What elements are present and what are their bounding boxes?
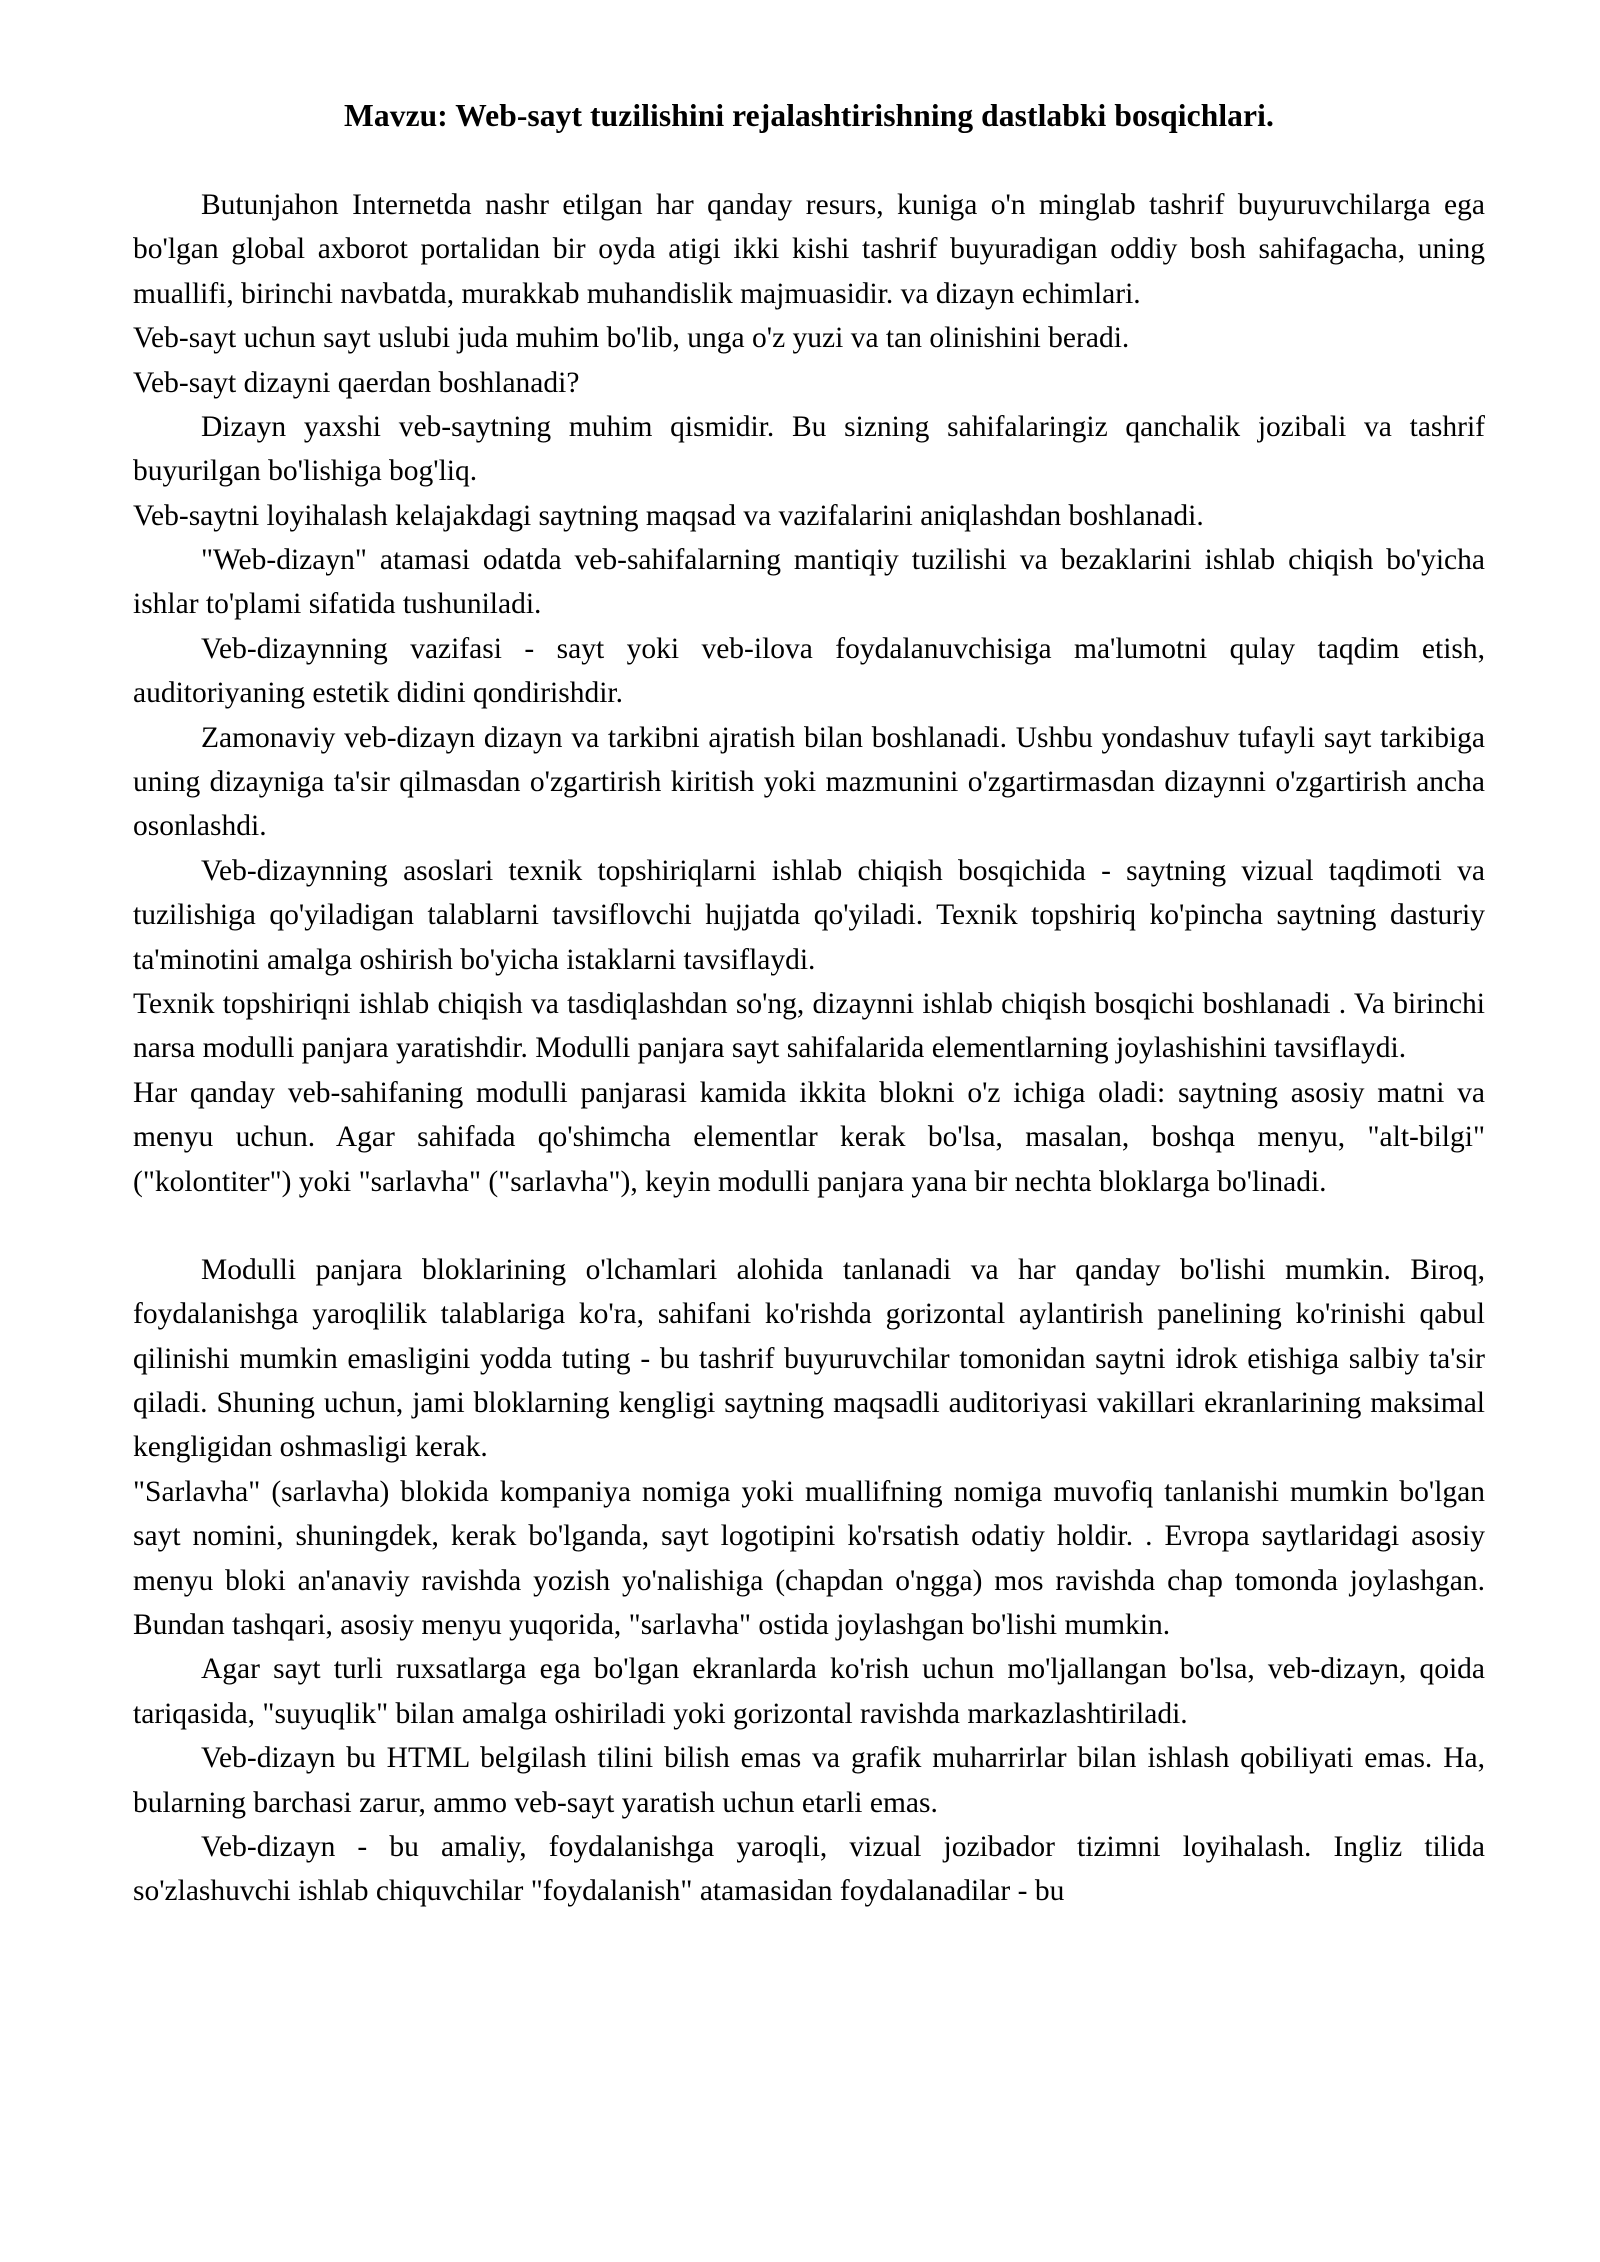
paragraph-16: Veb-dizayn - bu amaliy, foydalanishga yaroqli, vizual jozibador tizimni loyihalash. Ingliz tilida so'zlashuvchi ishlab chiquvchilar "foydalanish" atamasidan foydalanadilar - bu (133, 1831, 1485, 1908)
paragraph-4: Dizayn yaxshi veb-saytning muhim qismidir. Bu sizning sahifalaringiz qanchalik jozibali va tashrif buyurilgan bo'lishiga bog'liq. (133, 410, 1485, 488)
page-title: Mavzu: Web-sayt tuzilishini rejalashtirishning dastlabki bosqichlari. (344, 98, 1274, 133)
paragraph-14: Agar sayt turli ruxsatlarga ega bo'lgan ekranlarda ko'rish uchun mo'ljallangan bo'lsa, veb-dizayn, qoida tariqasida, "suyuqlik" bilan amalga oshiriladi yoki gorizontal ravishda markazlashtiriladi. (133, 1653, 1485, 1730)
title-spacer (133, 137, 1485, 183)
paragraph-10: Texnik topshiriqni ishlab chiqish va tasdiqlashdan so'ng, dizaynni ishlab chiqish bosqichi boshlanadi . Va birinchi narsa modulli panjara yaratishdir. Modulli panjara sayt sahifalarida elementlarning joylashishini tavsiflaydi. (133, 987, 1485, 1065)
paragraph-7: Veb-dizaynning vazifasi - sayt yoki veb-ilova foydalanuvchisiga ma'lumotni qulay taqdim etish, auditoriyaning estetik didini qondirishdir. (133, 632, 1485, 710)
paragraph-8: Zamonaviy veb-dizayn dizayn va tarkibni ajratish bilan boshlanadi. Ushbu yondashuv tufayli sayt tarkibiga uning dizayniga ta'sir qilmasdan o'zgartirish kiritish yoki mazmunini o'zgartirmasdan dizaynni o'zgartirish ancha osonlashdi. (133, 721, 1485, 843)
paragraph-13: "Sarlavha" (sarlavha) blokida kompaniya nomiga yoki muallifning nomiga muvofiq tanlanishi mumkin bo'lgan sayt nomini, shuningdek, kerak bo'lganda, sayt logotipini ko'rsatish odatiy holdir. . Evropa saytlaridagi asosiy menyu bloki an'anaviy ravishda yozish yo'nalishiga (chapdan o'ngga) mos ravishda chap tomonda joylashgan. Bundan tashqari, asosiy menyu yuqorida, "sarlavha" ostida joylashgan bo'lishi mumkin. (133, 1475, 1485, 1642)
paragraph-12: Modulli panjara bloklarining o'lchamlari alohida tanlanadi va har qanday bo'lishi mumkin. Biroq, foydalanishga yaroqlilik talablariga ko'ra, sahifani ko'rishda gorizontal aylantirish panelining ko'rinishi qabul qilinishi mumkin emasligini yodda tuting - bu tashrif buyuruvchilar tomonidan saytni idrok etishiga salbiy ta'sir qiladi. Shuning uchun, jami bloklarning kengligi saytning maqsadli auditoriyasi vakillari ekranlarining maksimal kengligidan oshmasligi kerak. (133, 1253, 1485, 1464)
paragraph-3: Veb-sayt dizayni qaerdan boshlanadi? (133, 366, 580, 399)
paragraph-9: Veb-dizaynning asoslari texnik topshiriqlarni ishlab chiqish bosqichida - saytning vizual taqdimoti va tuzilishiga qo'yiladigan talablarni tavsiflovchi hujjatda qo'yiladi. Texnik topshiriq ko'pincha saytning dasturiy ta'minotini amalga oshirish bo'yicha istaklarni tavsiflaydi. (133, 854, 1485, 976)
document-body (133, 96, 1485, 1914)
paragraph-break-spacer (133, 1204, 1485, 1248)
paragraph-5: Veb-saytni loyihalash kelajakdagi saytning maqsad va vazifalarini aniqlashdan boshlanadi. (133, 499, 1204, 532)
paragraph-6: "Web-dizayn" atamasi odatda veb-sahifalarning mantiqiy tuzilishi va bezaklarini ishlab chiqish bo'yicha ishlar to'plami sifatida tushuniladi. (133, 544, 1485, 621)
paragraph-2: Veb-sayt uchun sayt uslubi juda muhim bo'lib, unga o'z yuzi va tan olinishini beradi. (133, 322, 1130, 355)
paragraph-11: Har qanday veb-sahifaning modulli panjarasi kamida ikkita blokni o'z ichiga oladi: saytning asosiy matni va menyu uchun. Agar sahifada qo'shimcha elementlar kerak bo'lsa, masalan, boshqa menyu, "alt-bilgi" ("kolontiter") yoki "sarlavha" ("sarlavha"), keyin modulli panjara yana bir nechta bloklarga bo'linadi. (133, 1076, 1485, 1198)
paragraph-15: Veb-dizayn bu HTML belgilash tilini bilish emas va grafik muharrirlar bilan ishlash qobiliyati emas. Ha, bularning barchasi zarur, ammo veb-sayt yaratish uchun etarli emas. (133, 1742, 1485, 1819)
paragraph-1: Butunjahon Internetda nashr etilgan har qanday resurs, kuniga o'n minglab tashrif buyuruvchilarga ega bo'lgan global axborot portalidan bir oyda atigi ikki kishi tashrif buyuradigan oddiy bosh sahifagacha, uning muallifi, birinchi navbatda, murakkab muhandislik majmuasidir. va dizayn echimlari. (133, 188, 1485, 310)
